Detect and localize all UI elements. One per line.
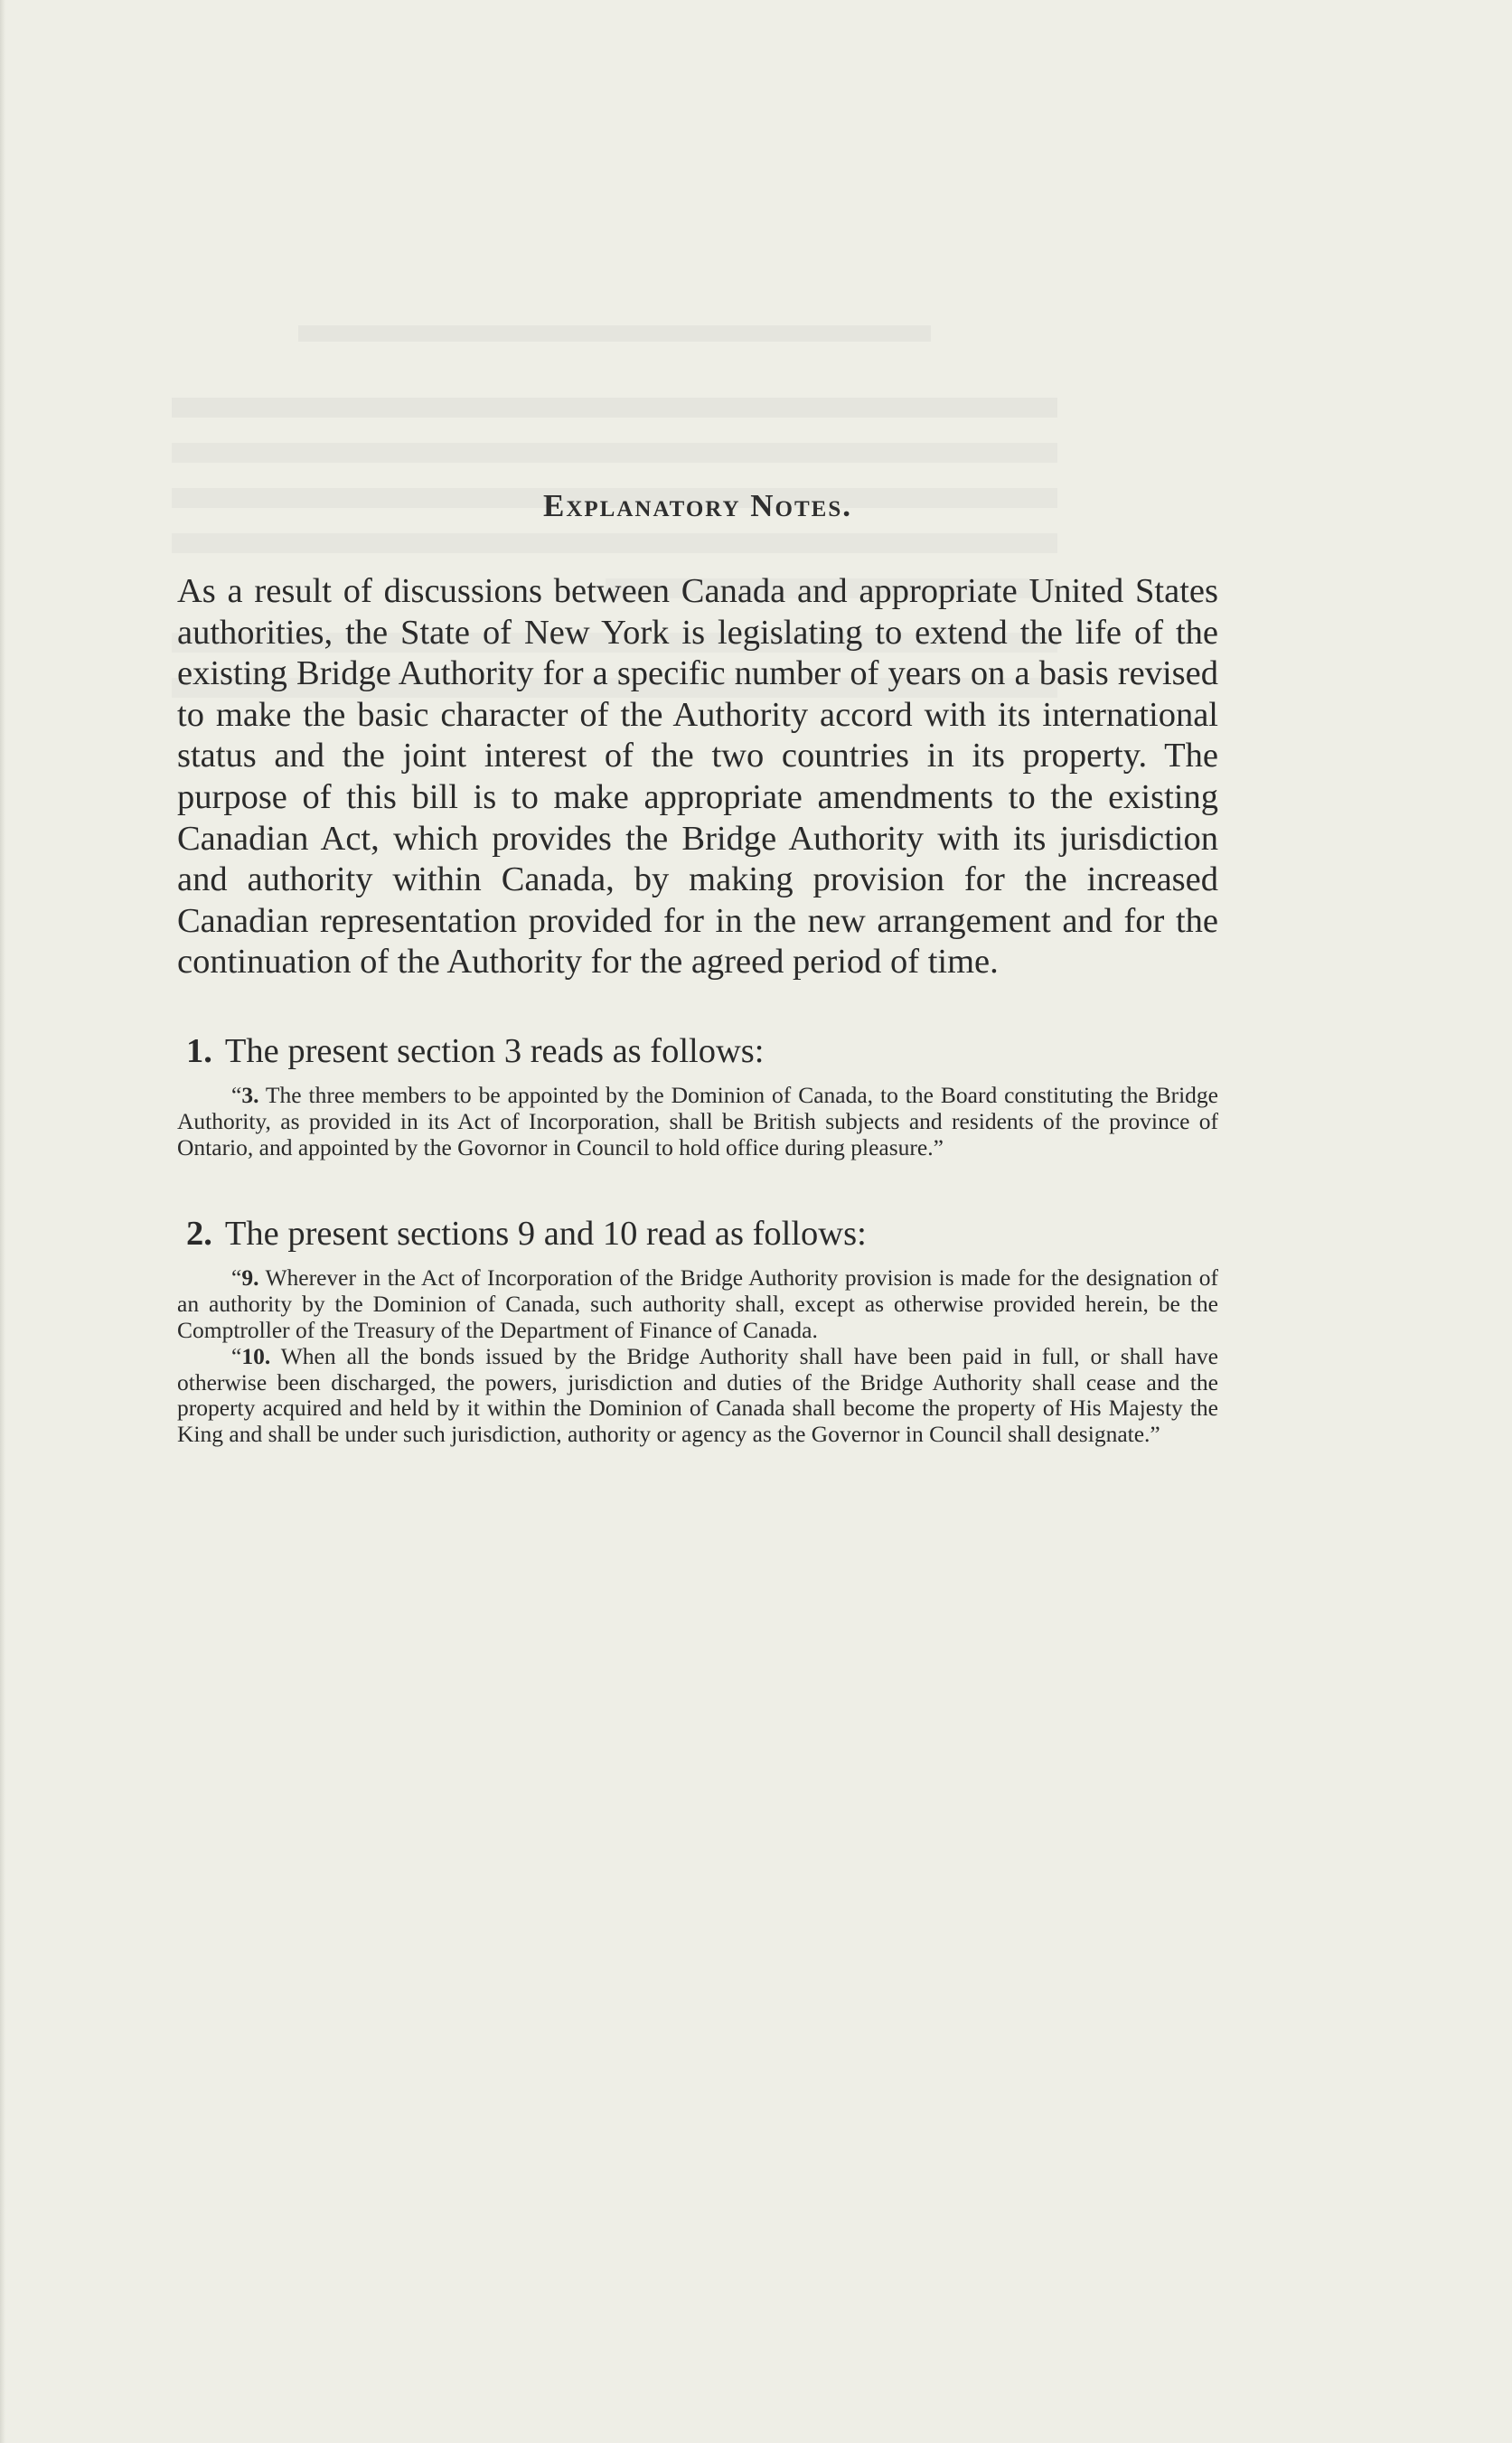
quote-section-9 [177, 1265, 1218, 1343]
section-1 [177, 1030, 1218, 1160]
quote-section-3 [177, 1083, 1218, 1160]
section-1-number: 1. [186, 1031, 212, 1070]
open-quote: “ [231, 1264, 242, 1292]
section-2-quote [177, 1265, 1218, 1448]
section-1-heading: The present section 3 reads as follows: [224, 1031, 765, 1070]
quoted-section-number: 10. [241, 1342, 271, 1369]
section-2-number: 2. [186, 1215, 212, 1254]
section-1-quote [177, 1083, 1218, 1160]
quoted-section-number: 9. [241, 1264, 259, 1292]
quote-section-10 [177, 1344, 1218, 1448]
quoted-section-text: The three members to be appointed by the Dominion of Canada, to the Board constituting the Bridge Authority, as provided in its Act of Incorporation, shall be British subjects and residents of the province of Ontario, and appointed by the Govornor in Council to hold office during pleasure.” [177, 1081, 1218, 1160]
open-quote: “ [231, 1081, 242, 1108]
explanatory-notes [177, 488, 1218, 1448]
section-2-heading: The present sections 9 and 10 read as follows: [224, 1215, 867, 1254]
intro-paragraph: As a result of discussions between Canada and appropriate United States authorities, the State of New York is legislating to extend the life of the existing Bridge Authority for a specific number of years on a basis revised to make the basic character of the Authority accord with its international status and the joint interest of the two countries in its property. The purpose of this bill is to make appropriate amendments to the existing Canadian Act, which provides the Bridge Authority with its jurisdiction and authority within Canada, by making provision for the increased Canadian representation provided for in the new arrangement and for the continuation of the Authority for the agreed period of time. [177, 572, 1218, 982]
section-1-title [177, 1030, 1218, 1072]
quoted-section-text: Wherever in the Act of Incorporation of the Bridge Authority provision is made for the designation of an authority by the Dominion of Canada, such authority shall, except as otherwise provided herein, be the Comptroller of the Treasury of the Department of Finance of Canada. [177, 1264, 1218, 1343]
page-edge [0, 0, 5, 2443]
section-2 [177, 1213, 1218, 1448]
quoted-section-text: When all the bonds issued by the Bridge Authority shall have been paid in full, or shall have otherwise been discharged, the powers, jurisdiction and duties of the Bridge Authority shall cease and the property acquired and held by it within the Dominion of Canada shall become the property of His Majesty the King and shall be under such jurisdiction, authority or agency as the Governor in Council shall designate.” [177, 1342, 1218, 1448]
page-title: Explanatory Notes. [542, 488, 853, 523]
quoted-section-number: 3. [241, 1081, 259, 1108]
section-2-title [177, 1213, 1218, 1254]
open-quote: “ [231, 1342, 242, 1369]
